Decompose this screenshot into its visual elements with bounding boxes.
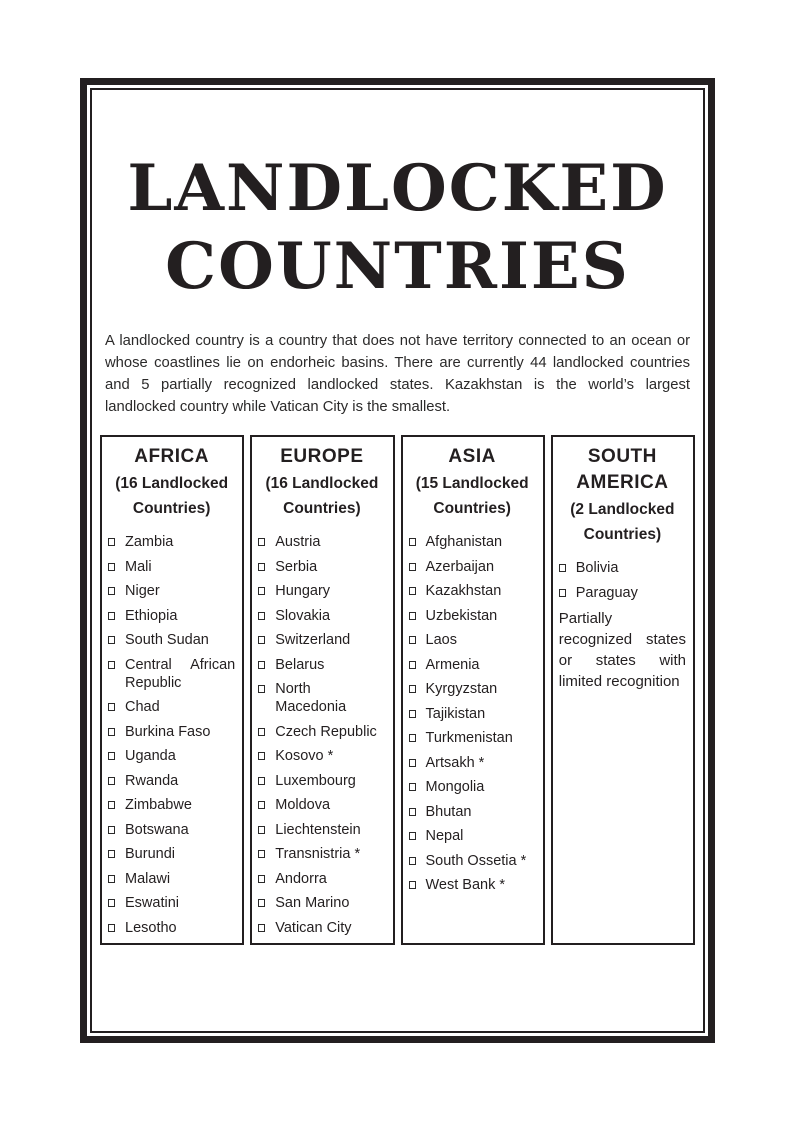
country-name: Uzbekistan bbox=[425, 607, 498, 624]
country-name: Mali bbox=[125, 558, 152, 575]
country-name: Artsakh * bbox=[425, 754, 485, 771]
list-item bbox=[409, 558, 536, 576]
country-name: Botswana bbox=[125, 821, 189, 838]
column-africa-subtitle: (16 Landlocked Countries) bbox=[115, 475, 229, 517]
country-name: Kyrgyzstan bbox=[425, 681, 498, 697]
list-item bbox=[409, 876, 536, 894]
column-europe-title: EUROPE bbox=[280, 446, 364, 467]
list-item bbox=[108, 821, 235, 839]
list-item bbox=[258, 656, 385, 674]
country-name: Central African Republic bbox=[125, 656, 236, 691]
country-name: South Sudan bbox=[125, 632, 209, 648]
page-title-line1: LANDLOCKED bbox=[127, 151, 668, 226]
column-africa-title: AFRICA bbox=[134, 446, 210, 467]
column-europe-list bbox=[258, 533, 385, 937]
square-bullet-icon bbox=[409, 636, 416, 644]
list-item bbox=[258, 723, 385, 741]
square-bullet-icon bbox=[409, 563, 416, 571]
square-bullet-icon bbox=[108, 875, 115, 883]
column-asia-list bbox=[409, 533, 536, 894]
country-name: Paraguay bbox=[575, 584, 638, 601]
square-bullet-icon bbox=[258, 636, 265, 644]
square-bullet-icon bbox=[108, 661, 115, 669]
country-name: Lesotho bbox=[125, 919, 177, 936]
square-bullet-icon bbox=[258, 538, 265, 546]
square-bullet-icon bbox=[108, 850, 115, 858]
square-bullet-icon bbox=[108, 728, 115, 736]
list-item bbox=[108, 533, 235, 551]
list-item bbox=[258, 631, 385, 649]
country-name: Austria bbox=[275, 534, 321, 550]
country-name: Luxembourg bbox=[275, 772, 356, 789]
country-name: Vatican City bbox=[275, 919, 352, 936]
list-item bbox=[108, 845, 235, 863]
country-name: Bhutan bbox=[425, 803, 472, 820]
list-item bbox=[108, 558, 235, 576]
column-europe-subtitle: (16 Landlocked Countries) bbox=[265, 475, 379, 517]
list-item bbox=[258, 680, 385, 716]
column-europe bbox=[250, 435, 394, 945]
list-item bbox=[108, 723, 235, 741]
country-name: Mongolia bbox=[425, 779, 485, 795]
list-item bbox=[258, 821, 385, 839]
country-name: Tajikistan bbox=[425, 705, 486, 722]
square-bullet-icon bbox=[258, 728, 265, 736]
country-name: Kazakhstan bbox=[425, 583, 502, 599]
country-name: Rwanda bbox=[125, 772, 179, 789]
country-name: North Macedonia bbox=[275, 681, 347, 715]
square-bullet-icon bbox=[409, 710, 416, 718]
list-item bbox=[108, 772, 235, 790]
list-item bbox=[409, 729, 536, 747]
country-name: Turkmenistan bbox=[425, 730, 513, 746]
country-name: Armenia bbox=[425, 656, 480, 673]
list-item bbox=[108, 607, 235, 625]
square-bullet-icon bbox=[108, 703, 115, 711]
list-item bbox=[108, 582, 235, 600]
country-name: Niger bbox=[125, 583, 160, 599]
country-name: Zimbabwe bbox=[125, 797, 192, 813]
country-name: Bolivia bbox=[575, 560, 619, 576]
list-item bbox=[559, 559, 686, 577]
list-item bbox=[108, 698, 235, 716]
list-item bbox=[108, 796, 235, 814]
list-item bbox=[559, 584, 686, 602]
square-bullet-icon bbox=[409, 759, 416, 767]
country-name: Zambia bbox=[125, 534, 174, 550]
column-south-america-title: SOUTH AMERICA bbox=[576, 446, 669, 493]
square-bullet-icon bbox=[409, 587, 416, 595]
list-item bbox=[108, 747, 235, 765]
country-name: Uganda bbox=[125, 748, 176, 764]
square-bullet-icon bbox=[258, 826, 265, 834]
list-item bbox=[108, 870, 235, 888]
square-bullet-icon bbox=[258, 752, 265, 760]
intro-paragraph: A landlocked country is a country that does not have territory connected to an ocean or whose coastlines lie on endorheic basins. There are currently 44 landlocked countries and 5 partially recognized landlocked states. Kazakhstan is the world’s largest landlocked country while Vatican City is the smallest. bbox=[105, 333, 690, 415]
square-bullet-icon bbox=[409, 857, 416, 865]
list-item bbox=[409, 827, 536, 845]
list-item bbox=[409, 533, 536, 551]
country-name: Belarus bbox=[275, 656, 325, 673]
list-item bbox=[258, 607, 385, 625]
list-item bbox=[409, 803, 536, 821]
country-name: Burundi bbox=[125, 846, 175, 862]
list-item bbox=[258, 558, 385, 576]
square-bullet-icon bbox=[258, 875, 265, 883]
square-bullet-icon bbox=[258, 801, 265, 809]
list-item bbox=[409, 607, 536, 625]
country-name: South Ossetia * bbox=[425, 852, 527, 869]
list-item bbox=[409, 680, 536, 698]
square-bullet-icon bbox=[258, 612, 265, 620]
square-bullet-icon bbox=[409, 661, 416, 669]
column-south-america-list bbox=[559, 559, 686, 602]
inner-border-frame bbox=[90, 88, 705, 1033]
country-name: Azerbaijan bbox=[425, 558, 495, 575]
list-item bbox=[108, 656, 235, 692]
square-bullet-icon bbox=[108, 538, 115, 546]
country-name: Liechtenstein bbox=[275, 821, 361, 838]
square-bullet-icon bbox=[409, 783, 416, 791]
list-item bbox=[258, 845, 385, 863]
square-bullet-icon bbox=[108, 752, 115, 760]
square-bullet-icon bbox=[559, 589, 566, 597]
country-name: Moldova bbox=[275, 797, 331, 813]
square-bullet-icon bbox=[108, 826, 115, 834]
list-item bbox=[409, 778, 536, 796]
country-name: Andorra bbox=[275, 870, 327, 887]
list-item bbox=[258, 747, 385, 765]
list-item bbox=[258, 870, 385, 888]
column-south-america bbox=[551, 435, 695, 945]
country-name: Hungary bbox=[275, 583, 331, 599]
continent-columns bbox=[100, 435, 695, 945]
square-bullet-icon bbox=[108, 777, 115, 785]
country-name: Czech Republic bbox=[275, 723, 377, 740]
square-bullet-icon bbox=[409, 808, 416, 816]
square-bullet-icon bbox=[258, 587, 265, 595]
outer-border-frame bbox=[80, 78, 715, 1043]
list-item bbox=[108, 894, 235, 912]
square-bullet-icon bbox=[409, 832, 416, 840]
square-bullet-icon bbox=[409, 734, 416, 742]
square-bullet-icon bbox=[409, 612, 416, 620]
country-name: Eswatini bbox=[125, 895, 179, 911]
list-item bbox=[258, 772, 385, 790]
country-name: Afghanistan bbox=[425, 534, 503, 550]
list-item bbox=[258, 582, 385, 600]
country-name: Laos bbox=[425, 632, 457, 648]
square-bullet-icon bbox=[409, 881, 416, 889]
square-bullet-icon bbox=[559, 564, 566, 572]
square-bullet-icon bbox=[409, 685, 416, 693]
list-item bbox=[108, 631, 235, 649]
list-item bbox=[258, 796, 385, 814]
country-name: Transnistria * bbox=[275, 846, 361, 862]
country-name: Slovakia bbox=[275, 607, 331, 624]
column-africa-list bbox=[108, 533, 235, 937]
square-bullet-icon bbox=[258, 661, 265, 669]
list-item bbox=[258, 533, 385, 551]
list-item bbox=[409, 631, 536, 649]
square-bullet-icon bbox=[258, 924, 265, 932]
square-bullet-icon bbox=[258, 899, 265, 907]
list-item bbox=[409, 705, 536, 723]
square-bullet-icon bbox=[108, 899, 115, 907]
list-item bbox=[409, 852, 536, 870]
page-title-line2: COUNTRIES bbox=[165, 229, 630, 304]
country-name: Malawi bbox=[125, 870, 171, 887]
square-bullet-icon bbox=[108, 587, 115, 595]
list-item bbox=[258, 894, 385, 912]
square-bullet-icon bbox=[258, 563, 265, 571]
country-name: Ethiopia bbox=[125, 607, 178, 624]
country-name: Switzerland bbox=[275, 632, 351, 648]
page-title bbox=[92, 150, 703, 306]
square-bullet-icon bbox=[258, 777, 265, 785]
country-name: Serbia bbox=[275, 558, 318, 575]
country-name: Nepal bbox=[425, 828, 464, 844]
square-bullet-icon bbox=[108, 924, 115, 932]
country-name: Burkina Faso bbox=[125, 723, 211, 740]
list-item bbox=[409, 656, 536, 674]
column-south-america-subtitle: (2 Landlocked Countries) bbox=[570, 501, 675, 543]
country-name: West Bank * bbox=[425, 877, 506, 893]
square-bullet-icon bbox=[108, 563, 115, 571]
square-bullet-icon bbox=[108, 612, 115, 620]
square-bullet-icon bbox=[258, 850, 265, 858]
square-bullet-icon bbox=[108, 636, 115, 644]
country-name: Kosovo * bbox=[275, 748, 334, 764]
column-africa bbox=[100, 435, 244, 945]
list-item bbox=[409, 582, 536, 600]
column-asia bbox=[401, 435, 545, 945]
list-item bbox=[258, 919, 385, 937]
square-bullet-icon bbox=[409, 538, 416, 546]
column-asia-subtitle: (15 Landlocked Countries) bbox=[415, 475, 529, 517]
list-item bbox=[108, 919, 235, 937]
column-asia-title: ASIA bbox=[448, 446, 496, 467]
asterisk-footnote: Partially recognized states or states with limited recognition bbox=[558, 610, 686, 690]
list-item bbox=[409, 754, 536, 772]
square-bullet-icon bbox=[258, 685, 265, 693]
country-name: Chad bbox=[125, 699, 160, 715]
country-name: San Marino bbox=[275, 895, 350, 911]
square-bullet-icon bbox=[108, 801, 115, 809]
